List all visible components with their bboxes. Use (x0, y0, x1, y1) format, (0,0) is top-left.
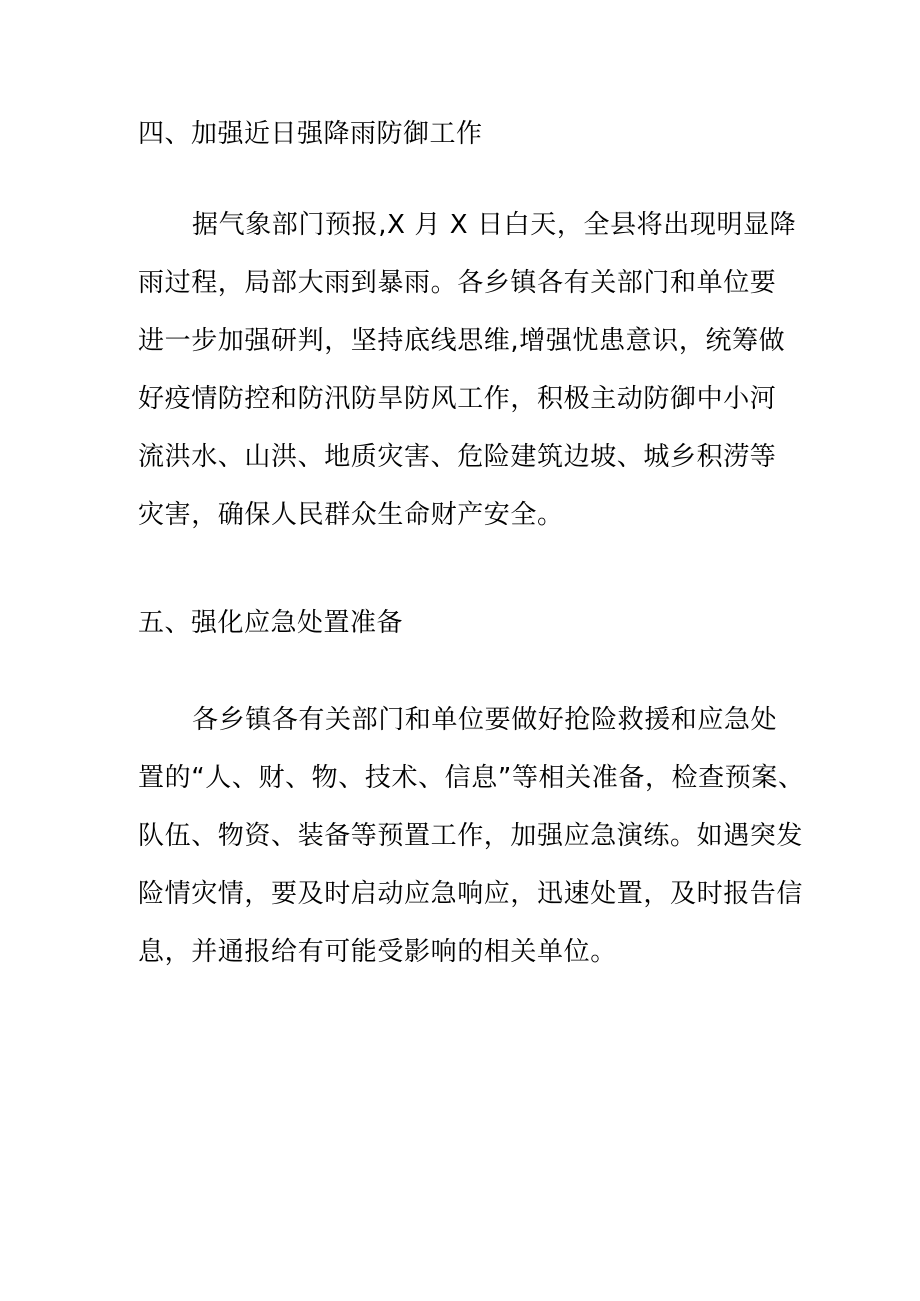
section-5-paragraph (138, 691, 805, 981)
paragraph-line: 雨过程，局部大雨到暴雨。各乡镇各有关部门和单位要 (138, 268, 777, 298)
paragraph-line: 息，并通报给有可能受影响的相关单位。 (138, 937, 617, 967)
paragraph-line: 据气象部门预报,X 月 X 日白天，全县将出现明显降 (192, 210, 797, 240)
paragraph-line: 各乡镇各有关部门和单位要做好抢险救援和应急处 (192, 705, 778, 735)
paragraph-line: 进一步加强研判，坚持底线思维,增强忧患意识，统筹做 (138, 326, 786, 356)
section-5-heading: 五、强化应急处置准备 (138, 608, 404, 638)
section-4-heading: 四、加强近日强降雨防御工作 (138, 119, 483, 149)
paragraph-line: 灾害，确保人民群众生命财产安全。 (138, 500, 564, 530)
paragraph-line: 好疫情防控和防汛防旱防风工作，积极主动防御中小河 (138, 384, 777, 414)
paragraph-line: 流洪水、山洪、地质灾害、危险建筑边坡、城乡积涝等 (138, 442, 777, 472)
section-4-paragraph (138, 196, 797, 544)
paragraph-line: 险情灾情，要及时启动应急响应，迅速处置，及时报告信 (138, 879, 804, 909)
paragraph-line: 置的“人、财、物、技术、信息”等相关准备，检查预案、 (138, 763, 805, 793)
paragraph-line: 队伍、物资、装备等预置工作，加强应急演练。如遇突发 (138, 821, 804, 851)
